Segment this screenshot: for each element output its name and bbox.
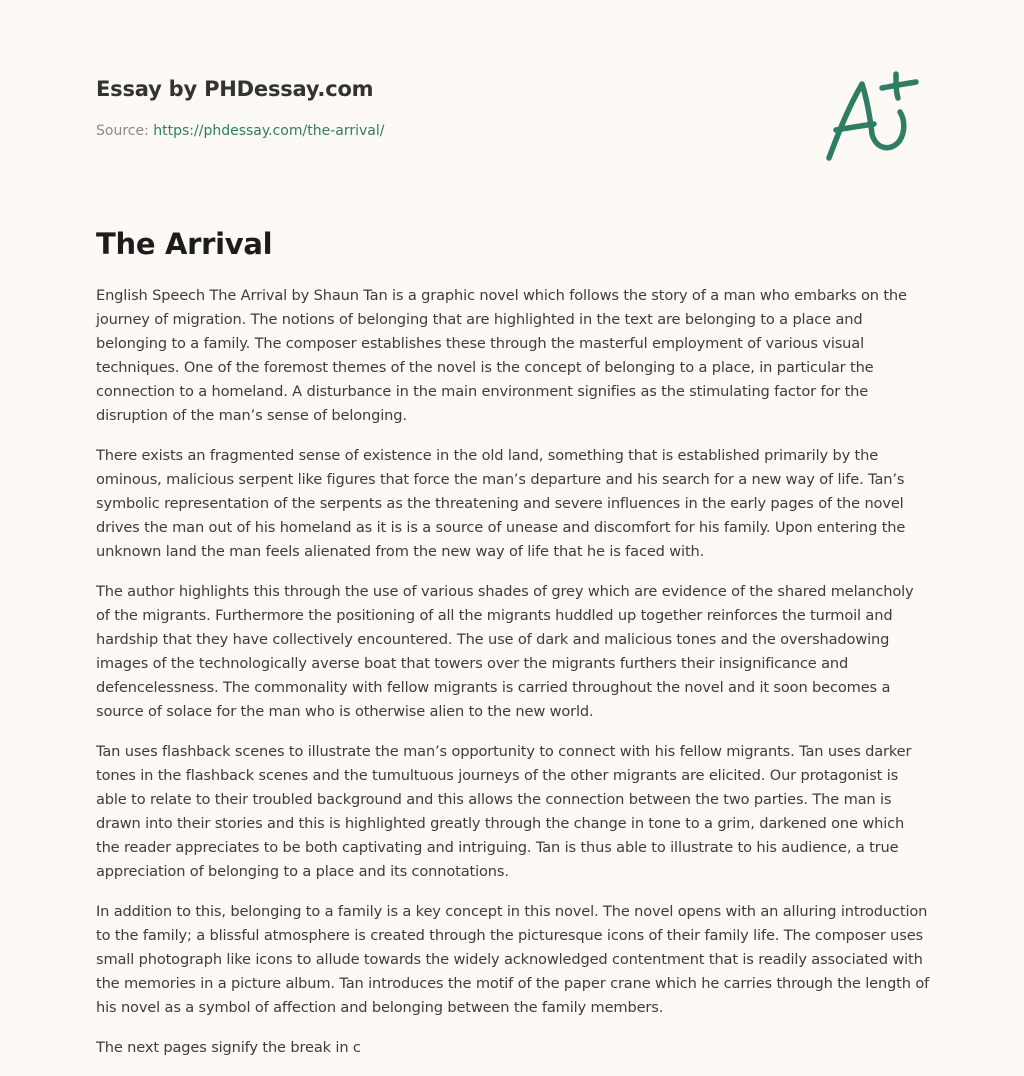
site-title: Essay by PHDessay.com xyxy=(96,77,374,101)
source-label: Source: xyxy=(96,123,154,139)
a-plus-grade-icon xyxy=(820,66,930,166)
source-line xyxy=(96,121,928,141)
essay-paragraph: English Speech The Arrival by Shaun Tan is a graphic novel which follows the story of a man who embarks on the journey of migration. The notions of belonging that are highlighted in the text are belonging to a place and belonging to a family. The composer establishes these through the masterful employment of various visual techniques. One of the foremost themes of the novel is the concept of belonging to a place, in particular the connection to a homeland. A disturbance in the main environment signifies as the stimulating factor for the disruption of the man’s sense of belonging. xyxy=(96,287,907,424)
essay-paragraph-truncated: The next pages signify the break in c xyxy=(96,1039,361,1056)
essay-paragraph: In addition to this, belonging to a family is a key concept in this novel. The novel opens with an alluring introduction to the family; a blissful atmosphere is created through the picturesque icons of their family life. The composer uses small photograph like icons to allude towards the widely acknowledged contentment that is readily associated with the memories in a picture album. Tan introduces the motif of the paper crane which he carries through the length of his novel as a symbol of affection and belonging between the family members. xyxy=(96,903,930,1016)
page-header xyxy=(96,74,928,141)
essay-body xyxy=(96,284,930,1076)
essay-paragraph: Tan uses flashback scenes to illustrate the man’s opportunity to connect with his fellow migrants. Tan uses darker tones in the flashback scenes and the tumultuous journeys of the other migrants are elicited. Our protagonist is able to relate to their troubled background and this allows the connection between the two parties. The man is drawn into their stories and this is highlighted greatly through the change in tone to a grim, darkened one which the reader appreciates to be both captivating and intriguing. Tan is thus able to illustrate to his audience, a true appreciation of belonging to a place and its connotations. xyxy=(96,743,912,880)
essay-title: The Arrival xyxy=(96,227,273,261)
source-link[interactable]: https://phdessay.com/the-arrival/ xyxy=(153,123,385,139)
essay-paragraph: There exists an fragmented sense of existence in the old land, something that is established primarily by the ominous, malicious serpent like figures that force the man’s departure and his search for a new way of life. Tan’s symbolic representation of the serpents as the threatening and severe influences in the early pages of the novel drives the man out of his homeland as it is is a source of unease and discomfort for his family. Upon entering the unknown land the man feels alienated from the new way of life that he is faced with. xyxy=(96,447,906,560)
essay-paragraph: The author highlights this through the use of various shades of grey which are evidence of the shared melancholy of the migrants. Furthermore the positioning of all the migrants huddled up together reinforces the turmoil and hardship that they have collectively encountered. The use of dark and malicious tones and the overshadowing images of the technologically averse boat that towers over the migrants furthers their insignificance and defencelessness. The commonality with fellow migrants is carried throughout the novel and it soon becomes a source of solace for the man who is otherwise alien to the new world. xyxy=(96,583,914,720)
